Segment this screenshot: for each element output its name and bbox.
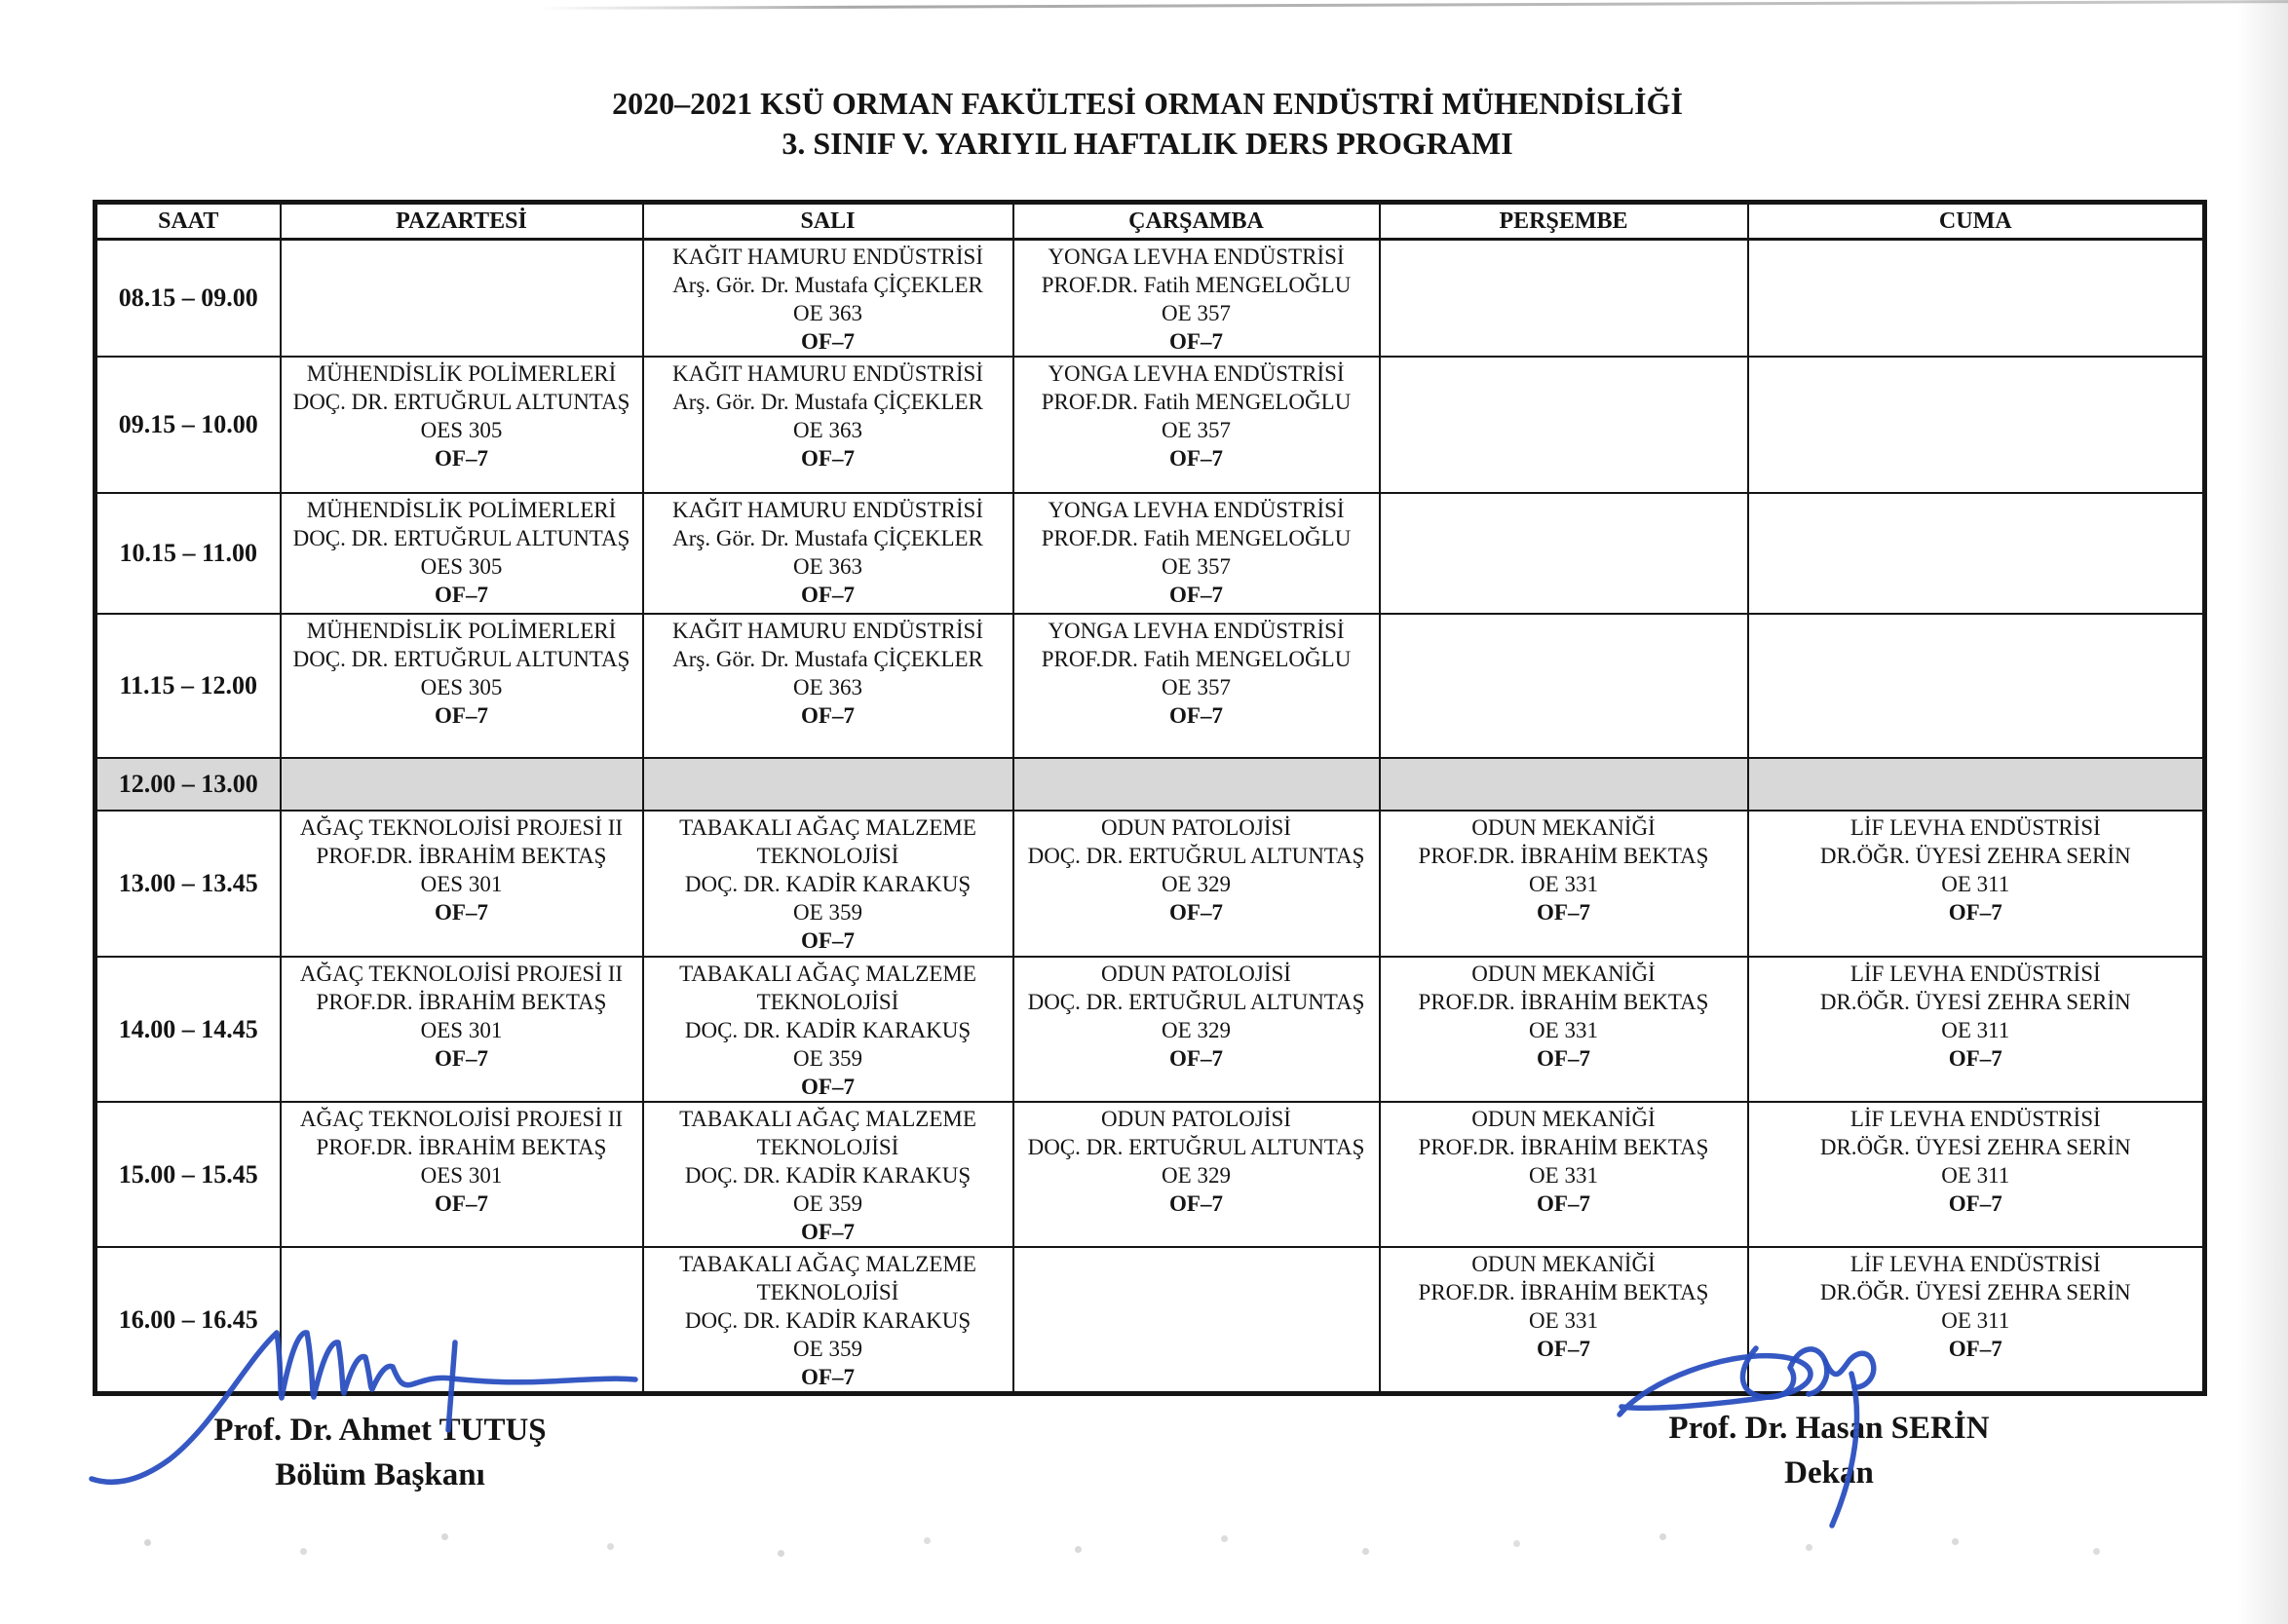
- empty-cell: [1380, 758, 1748, 811]
- course-cell-line: DOÇ. DR. ERTUĞRUL ALTUNTAŞ: [1027, 844, 1365, 868]
- course-cell-line: DOÇ. DR. ERTUĞRUL ALTUNTAŞ: [292, 647, 630, 671]
- course-cell-line: PROF.DR. Fatih MENGELOĞLU: [1041, 390, 1352, 414]
- signature-block-right: [1571, 1409, 2087, 1492]
- course-cell-line: TEKNOLOJİSİ: [756, 1135, 899, 1159]
- course-cell-line: OF–7: [1169, 900, 1223, 925]
- course-cell-line: OF–7: [801, 1365, 855, 1389]
- course-cell-line: OE 311: [1941, 872, 2010, 896]
- course-cell-line: OF–7: [435, 1046, 488, 1071]
- course-cell-line: PROF.DR. Fatih MENGELOĞLU: [1041, 273, 1352, 297]
- course-cell-line: OE 329: [1162, 1163, 1231, 1188]
- course-cell-line: PROF.DR. İBRAHİM BEKTAŞ: [1418, 844, 1709, 868]
- course-cell-line: TABAKALI AĞAÇ MALZEME: [679, 815, 976, 840]
- lunch-break-row: [95, 758, 2205, 811]
- empty-cell: [643, 758, 1013, 811]
- course-cell-line: LİF LEVHA ENDÜSTRİSİ: [1849, 815, 2101, 840]
- course-cell: [643, 811, 1013, 957]
- course-cell-line: DOÇ. DR. KADİR KARAKUŞ: [684, 1018, 972, 1042]
- course-cell-line: KAĞIT HAMURU ENDÜSTRİSİ: [671, 619, 984, 643]
- schedule-row: [95, 240, 2205, 358]
- course-cell-line: OE 359: [793, 1191, 862, 1216]
- course-cell-line: ODUN PATOLOJİSİ: [1101, 815, 1291, 840]
- course-cell-line: AĞAÇ TEKNOLOJİSİ PROJESİ II: [299, 815, 624, 840]
- course-cell-line: ODUN MEKANİĞİ: [1471, 962, 1656, 986]
- course-cell: [1748, 1102, 2205, 1247]
- course-cell-line: OF–7: [1948, 1046, 2002, 1071]
- signature-block-left: [107, 1411, 653, 1494]
- column-header: ÇARŞAMBA: [1013, 203, 1380, 240]
- time-slot: 13.00 – 13.45: [95, 811, 281, 957]
- course-cell-line: OE 329: [1162, 872, 1231, 896]
- course-cell-line: ODUN MEKANİĞİ: [1471, 815, 1656, 840]
- empty-cell: [281, 240, 643, 358]
- course-cell-line: KAĞIT HAMURU ENDÜSTRİSİ: [671, 498, 984, 522]
- title-line-1: 2020–2021 KSÜ ORMAN FAKÜLTESİ ORMAN ENDÜSTRİ MÜHENDİSLİĞİ: [612, 86, 1683, 121]
- empty-cell: [1380, 493, 1748, 614]
- course-cell: [643, 614, 1013, 758]
- course-cell-line: OES 305: [420, 675, 503, 699]
- course-cell-line: OE 311: [1941, 1308, 2010, 1333]
- course-cell-line: Arş. Gör. Dr. Mustafa ÇİÇEKLER: [672, 273, 983, 297]
- course-cell-line: OES 305: [420, 418, 503, 442]
- course-cell-line: OE 331: [1529, 872, 1598, 896]
- course-cell-line: TABAKALI AĞAÇ MALZEME: [679, 1252, 976, 1276]
- course-cell-line: Arş. Gör. Dr. Mustafa ÇİÇEKLER: [672, 390, 983, 414]
- course-cell: [643, 957, 1013, 1102]
- course-cell-line: OF–7: [1948, 1191, 2002, 1216]
- course-cell: [281, 614, 643, 758]
- course-cell: [643, 357, 1013, 493]
- course-cell-line: PROF.DR. İBRAHİM BEKTAŞ: [1418, 990, 1709, 1014]
- course-cell: [643, 1247, 1013, 1394]
- course-cell-line: KAĞIT HAMURU ENDÜSTRİSİ: [671, 245, 984, 269]
- course-cell-line: TEKNOLOJİSİ: [756, 1280, 899, 1304]
- course-cell-line: TEKNOLOJİSİ: [756, 844, 899, 868]
- course-cell-line: PROF.DR. Fatih MENGELOĞLU: [1041, 526, 1352, 550]
- time-slot: 10.15 – 11.00: [95, 493, 281, 614]
- course-cell: [1013, 493, 1380, 614]
- course-cell-line: PROF.DR. İBRAHİM BEKTAŞ: [316, 844, 607, 868]
- course-cell-line: LİF LEVHA ENDÜSTRİSİ: [1849, 962, 2101, 986]
- course-cell: [1380, 1102, 1748, 1247]
- course-cell-line: OE 363: [793, 554, 862, 579]
- course-cell-line: OF–7: [801, 1220, 855, 1244]
- course-cell-line: OF–7: [435, 900, 488, 925]
- course-cell-line: KAĞIT HAMURU ENDÜSTRİSİ: [671, 361, 984, 386]
- course-cell-line: OE 331: [1529, 1308, 1598, 1333]
- column-header: PERŞEMBE: [1380, 203, 1748, 240]
- course-cell: [1013, 1102, 1380, 1247]
- course-cell-line: PROF.DR. İBRAHİM BEKTAŞ: [316, 1135, 607, 1159]
- course-cell-line: YONGA LEVHA ENDÜSTRİSİ: [1048, 361, 1345, 386]
- course-cell-line: DR.ÖĞR. ÜYESİ ZEHRA SERİN: [1819, 1135, 2131, 1159]
- course-cell-line: OF–7: [435, 446, 488, 471]
- empty-cell: [281, 1247, 643, 1394]
- course-cell-line: OE 357: [1162, 554, 1231, 579]
- course-cell-line: OF–7: [1169, 446, 1223, 471]
- column-header: SAAT: [95, 203, 281, 240]
- course-cell-line: OF–7: [435, 1191, 488, 1216]
- course-cell: [1748, 1247, 2205, 1394]
- schedule-body: [95, 240, 2205, 1394]
- course-cell: [281, 493, 643, 614]
- course-cell-line: OF–7: [1948, 900, 2002, 925]
- course-cell-line: DOÇ. DR. ERTUĞRUL ALTUNTAŞ: [292, 390, 630, 414]
- course-cell-line: OE 311: [1941, 1163, 2010, 1188]
- course-cell-line: OE 363: [793, 675, 862, 699]
- schedule-header-row: [95, 203, 2205, 240]
- course-cell-line: LİF LEVHA ENDÜSTRİSİ: [1849, 1252, 2101, 1276]
- course-cell-line: MÜHENDİSLİK POLİMERLERİ: [306, 361, 617, 386]
- time-slot: 11.15 – 12.00: [95, 614, 281, 758]
- time-slot: 15.00 – 15.45: [95, 1102, 281, 1247]
- course-cell: [643, 493, 1013, 614]
- course-cell-line: TABAKALI AĞAÇ MALZEME: [679, 962, 976, 986]
- course-cell-line: DOÇ. DR. ERTUĞRUL ALTUNTAŞ: [292, 526, 630, 550]
- course-cell-line: OF–7: [1537, 1191, 1590, 1216]
- course-cell: [1013, 357, 1380, 493]
- empty-cell: [1380, 614, 1748, 758]
- course-cell-line: ODUN MEKANİĞİ: [1471, 1252, 1656, 1276]
- empty-cell: [1380, 240, 1748, 358]
- course-cell-line: YONGA LEVHA ENDÜSTRİSİ: [1048, 245, 1345, 269]
- course-cell-line: DR.ÖĞR. ÜYESİ ZEHRA SERİN: [1819, 844, 2131, 868]
- course-cell-line: DOÇ. DR. KADİR KARAKUŞ: [684, 1163, 972, 1188]
- course-cell-line: OF–7: [801, 703, 855, 728]
- course-cell: [1013, 240, 1380, 358]
- course-cell-line: OE 311: [1941, 1018, 2010, 1042]
- course-cell-line: OES 301: [420, 872, 503, 896]
- course-cell-line: OES 301: [420, 1018, 503, 1042]
- course-cell-line: ODUN PATOLOJİSİ: [1101, 962, 1291, 986]
- course-cell-line: PROF.DR. İBRAHİM BEKTAŞ: [1418, 1135, 1709, 1159]
- course-cell-line: OES 301: [420, 1163, 503, 1188]
- course-cell-line: OF–7: [801, 1075, 855, 1099]
- empty-cell: [281, 758, 643, 811]
- course-cell: [281, 811, 643, 957]
- course-cell-line: DOÇ. DR. ERTUĞRUL ALTUNTAŞ: [1027, 990, 1365, 1014]
- course-cell: [1380, 1247, 1748, 1394]
- course-cell: [643, 1102, 1013, 1247]
- course-cell-line: PROF.DR. İBRAHİM BEKTAŞ: [316, 990, 607, 1014]
- schedule-row: [95, 614, 2205, 758]
- empty-cell: [1748, 493, 2205, 614]
- course-cell-line: YONGA LEVHA ENDÜSTRİSİ: [1048, 498, 1345, 522]
- course-cell-line: TABAKALI AĞAÇ MALZEME: [679, 1107, 976, 1131]
- course-cell-line: OE 329: [1162, 1018, 1231, 1042]
- course-cell-line: OE 359: [793, 1046, 862, 1071]
- signatory-role-right: Dekan: [1784, 1455, 1874, 1491]
- course-cell-line: Arş. Gör. Dr. Mustafa ÇİÇEKLER: [672, 647, 983, 671]
- empty-cell: [1013, 758, 1380, 811]
- course-cell-line: OF–7: [1169, 1046, 1223, 1071]
- course-cell-line: PROF.DR. İBRAHİM BEKTAŞ: [1418, 1280, 1709, 1304]
- column-header: SALI: [643, 203, 1013, 240]
- schedule-row: [95, 957, 2205, 1102]
- course-cell: [281, 357, 643, 493]
- course-cell-line: OE 359: [793, 1337, 862, 1361]
- scan-artifact-topline: [538, 0, 2288, 10]
- document-title: [93, 84, 2202, 164]
- course-cell-line: OF–7: [1169, 583, 1223, 607]
- empty-cell: [1748, 758, 2205, 811]
- course-cell-line: LİF LEVHA ENDÜSTRİSİ: [1849, 1107, 2101, 1131]
- course-cell-line: OF–7: [435, 703, 488, 728]
- schedule-table: [93, 200, 2207, 1396]
- course-cell-line: YONGA LEVHA ENDÜSTRİSİ: [1048, 619, 1345, 643]
- time-slot: 09.15 – 10.00: [95, 357, 281, 493]
- time-slot: 08.15 – 09.00: [95, 240, 281, 358]
- column-header: PAZARTESİ: [281, 203, 643, 240]
- empty-cell: [1748, 357, 2205, 493]
- scan-artifact-specks: [0, 0, 3, 3]
- schedule-row: [95, 1102, 2205, 1247]
- course-cell: [1748, 811, 2205, 957]
- course-cell: [281, 957, 643, 1102]
- course-cell-line: OF–7: [801, 329, 855, 354]
- schedule-row: [95, 1247, 2205, 1394]
- course-cell-line: OF–7: [1537, 900, 1590, 925]
- course-cell-line: OES 305: [420, 554, 503, 579]
- course-cell-line: OF–7: [1948, 1337, 2002, 1361]
- schedule-row: [95, 357, 2205, 493]
- course-cell-line: MÜHENDİSLİK POLİMERLERİ: [306, 619, 617, 643]
- course-cell: [1013, 811, 1380, 957]
- course-cell-line: OF–7: [1169, 703, 1223, 728]
- course-cell-line: TEKNOLOJİSİ: [756, 990, 899, 1014]
- empty-cell: [1380, 357, 1748, 493]
- time-slot: 12.00 – 13.00: [95, 758, 281, 811]
- course-cell-line: OE 363: [793, 301, 862, 325]
- course-cell-line: OE 359: [793, 900, 862, 925]
- course-cell: [1380, 957, 1748, 1102]
- course-cell-line: DOÇ. DR. KADİR KARAKUŞ: [684, 1308, 972, 1333]
- course-cell-line: AĞAÇ TEKNOLOJİSİ PROJESİ II: [299, 962, 624, 986]
- course-cell: [643, 240, 1013, 358]
- empty-cell: [1748, 240, 2205, 358]
- course-cell: [1013, 614, 1380, 758]
- title-line-2: 3. SINIF V. YARIYIL HAFTALIK DERS PROGRAMI: [782, 126, 1513, 161]
- schedule-row: [95, 811, 2205, 957]
- course-cell-line: OF–7: [1537, 1046, 1590, 1071]
- course-cell: [1380, 811, 1748, 957]
- course-cell-line: DR.ÖĞR. ÜYESİ ZEHRA SERİN: [1819, 990, 2131, 1014]
- course-cell-line: OE 331: [1529, 1163, 1598, 1188]
- course-cell-line: OF–7: [801, 583, 855, 607]
- schedule-row: [95, 493, 2205, 614]
- course-cell-line: OE 357: [1162, 301, 1231, 325]
- empty-cell: [1748, 614, 2205, 758]
- empty-cell: [1013, 1247, 1380, 1394]
- course-cell-line: OF–7: [801, 446, 855, 471]
- course-cell: [1013, 957, 1380, 1102]
- course-cell: [1748, 957, 2205, 1102]
- course-cell-line: DR.ÖĞR. ÜYESİ ZEHRA SERİN: [1819, 1280, 2131, 1304]
- column-header: CUMA: [1748, 203, 2205, 240]
- course-cell-line: DOÇ. DR. KADİR KARAKUŞ: [684, 872, 972, 896]
- course-cell-line: OE 331: [1529, 1018, 1598, 1042]
- time-slot: 14.00 – 14.45: [95, 957, 281, 1102]
- course-cell-line: OF–7: [1169, 1191, 1223, 1216]
- signatory-role-left: Bölüm Başkanı: [275, 1457, 485, 1492]
- course-cell-line: OE 357: [1162, 418, 1231, 442]
- course-cell-line: MÜHENDİSLİK POLİMERLERİ: [306, 498, 617, 522]
- scan-artifact-right-edge: [2237, 0, 2288, 1624]
- course-cell-line: DOÇ. DR. ERTUĞRUL ALTUNTAŞ: [1027, 1135, 1365, 1159]
- signatory-name-left: Prof. Dr. Ahmet TUTUŞ: [213, 1413, 547, 1448]
- course-cell-line: ODUN MEKANİĞİ: [1471, 1107, 1656, 1131]
- course-cell: [281, 1102, 643, 1247]
- course-cell-line: OF–7: [801, 928, 855, 953]
- course-cell-line: AĞAÇ TEKNOLOJİSİ PROJESİ II: [299, 1107, 624, 1131]
- course-cell-line: OE 357: [1162, 675, 1231, 699]
- signatory-name-right: Prof. Dr. Hasan SERİN: [1668, 1411, 1990, 1446]
- course-cell-line: OE 363: [793, 418, 862, 442]
- course-cell-line: OF–7: [1169, 329, 1223, 354]
- course-cell-line: PROF.DR. Fatih MENGELOĞLU: [1041, 647, 1352, 671]
- course-cell-line: OF–7: [435, 583, 488, 607]
- course-cell-line: OF–7: [1537, 1337, 1590, 1361]
- course-cell-line: Arş. Gör. Dr. Mustafa ÇİÇEKLER: [672, 526, 983, 550]
- course-cell-line: ODUN PATOLOJİSİ: [1101, 1107, 1291, 1131]
- time-slot: 16.00 – 16.45: [95, 1247, 281, 1394]
